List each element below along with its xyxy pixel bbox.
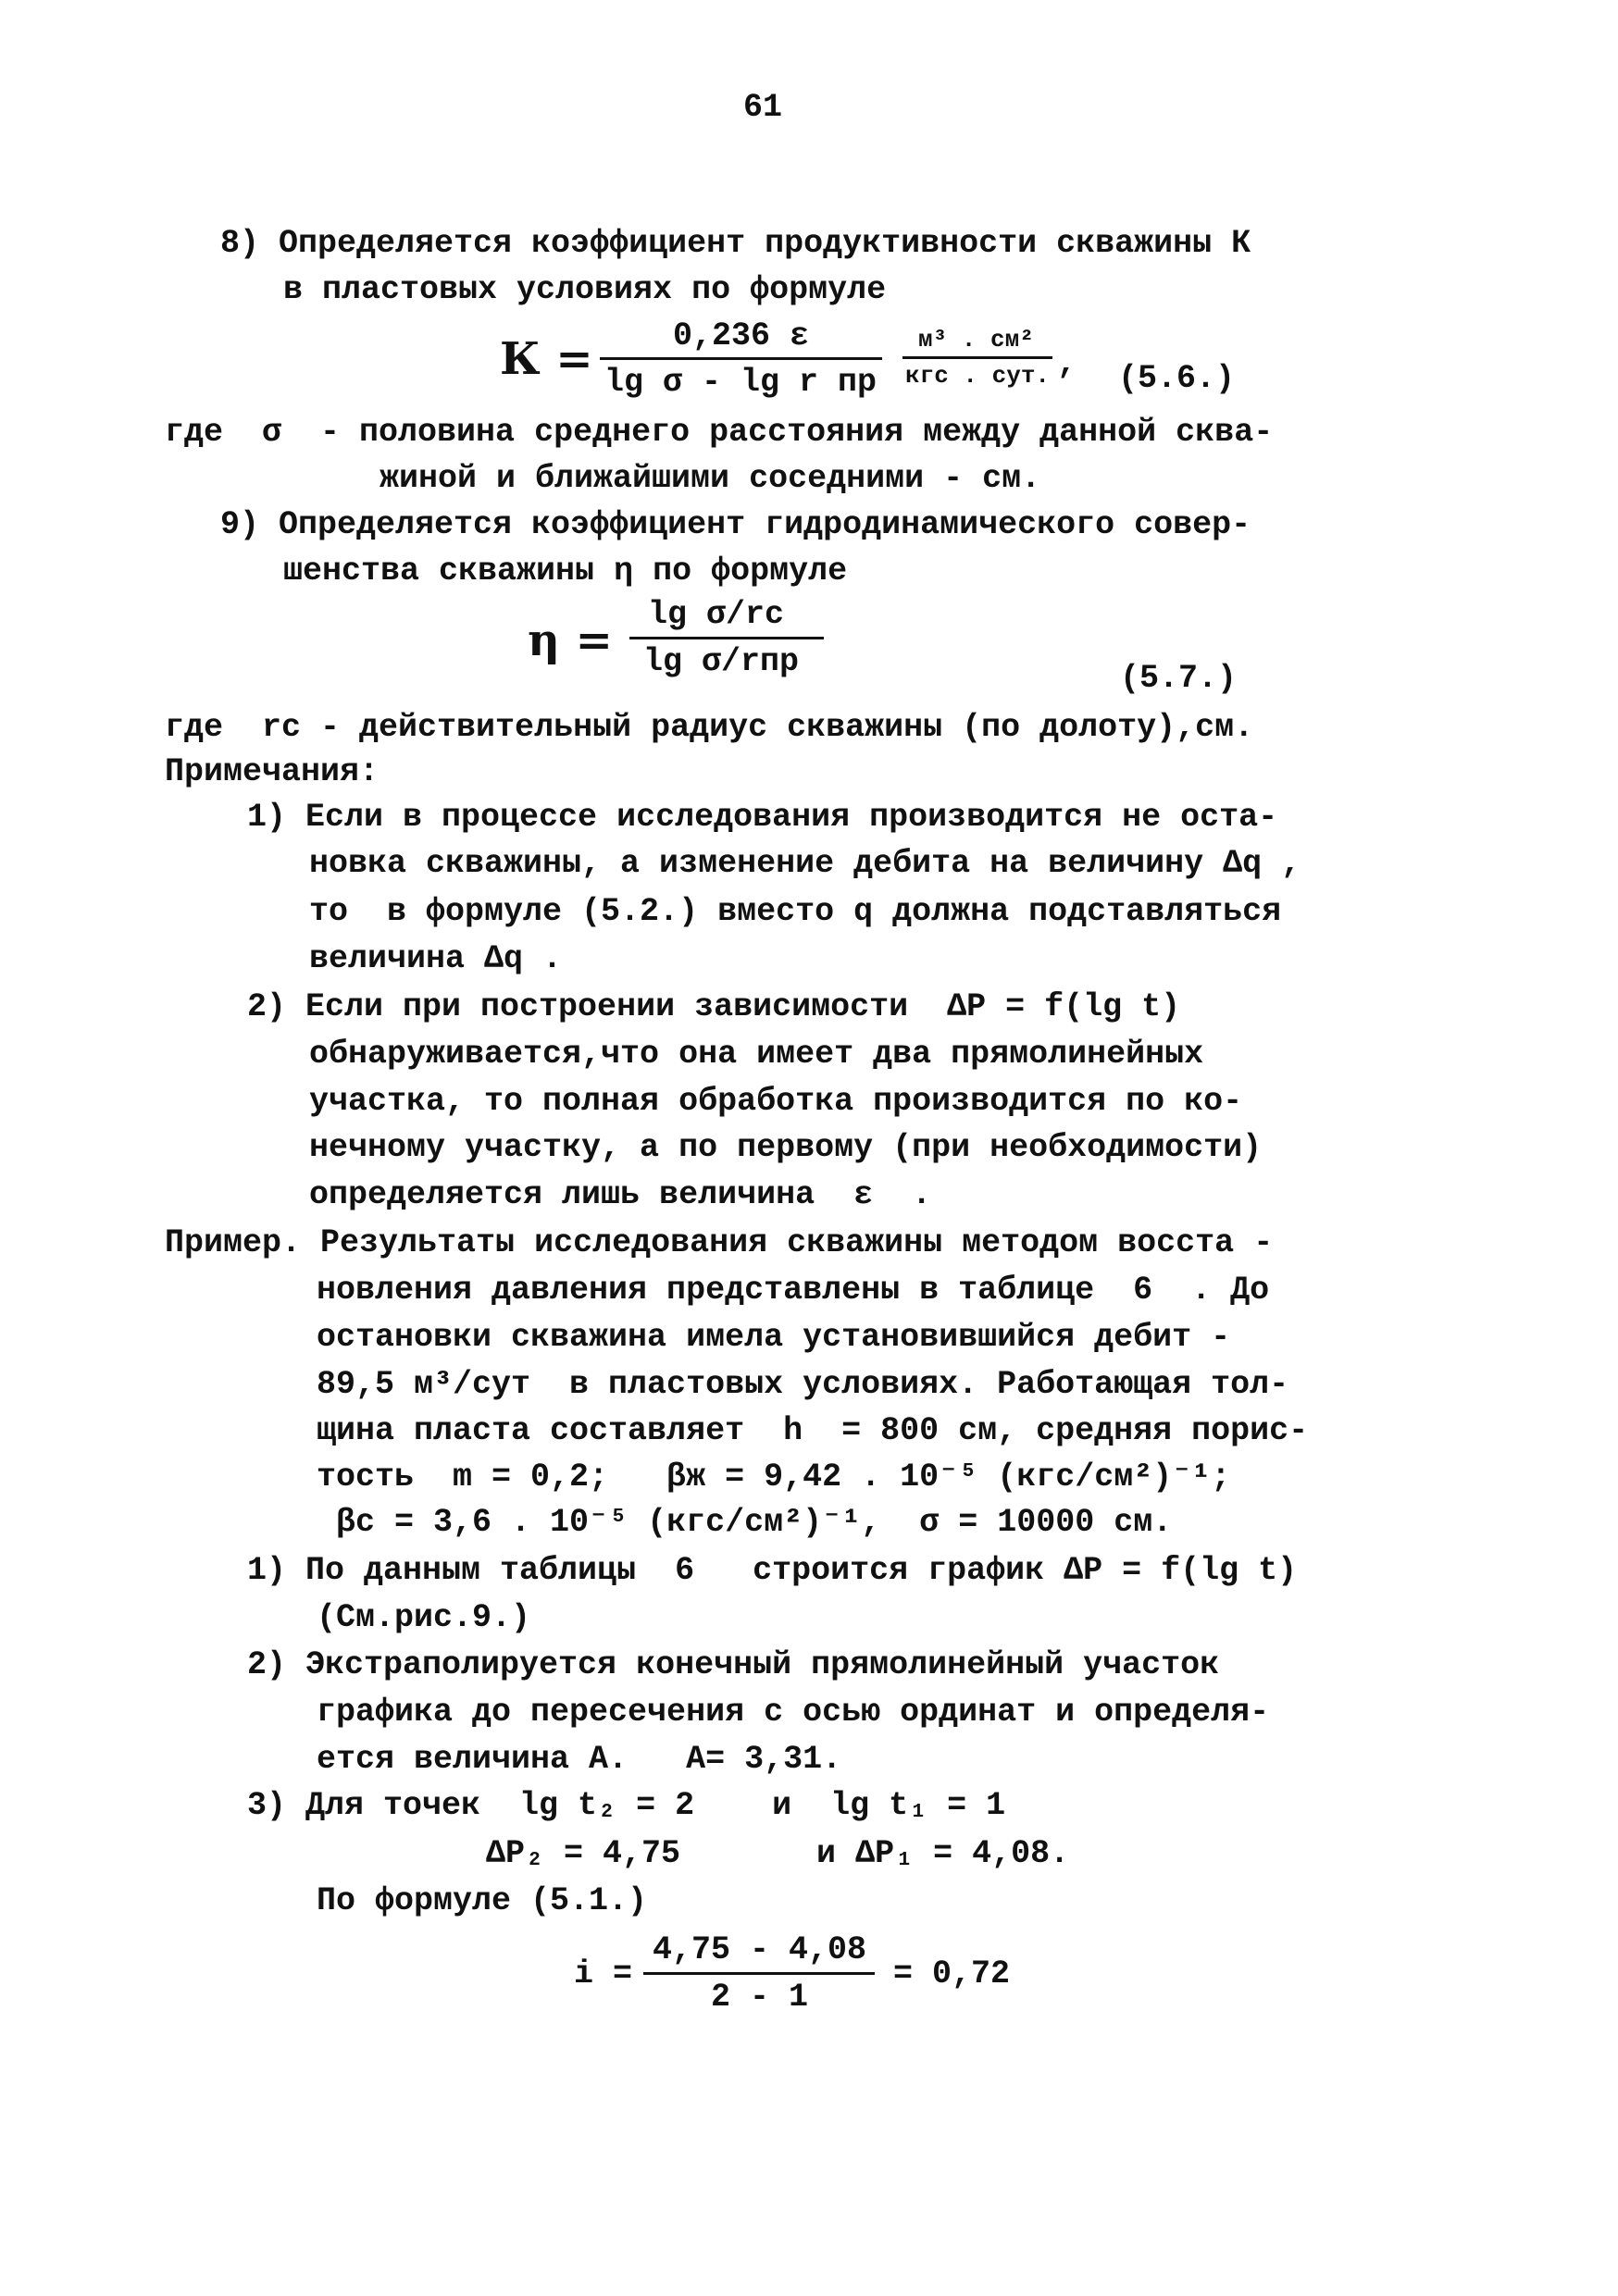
formula-5-7-lhs: η = — [528, 614, 613, 666]
formula-5-1-denominator: 2 - 1 — [711, 1979, 809, 2016]
example-line: щина пласта составляет h = 800 см, средняя порис- — [317, 1412, 1309, 1449]
example-line: По формуле (5.1.) — [317, 1882, 648, 1919]
item8-line2: в пластовых условиях по формуле — [283, 271, 887, 308]
example-line: ΔP₂ = 4,75 и ΔP₁ = 4,08. — [486, 1835, 1070, 1872]
formula-5-1-result: = 0,72 — [893, 1955, 1011, 1992]
note-line: участка, то полная обработка производится по ко- — [309, 1083, 1243, 1120]
example-line: 2) Экстраполируется конечный прямолинейный участок — [247, 1646, 1220, 1683]
note-line: обнаруживается,что она имеет два прямолинейных — [309, 1036, 1204, 1073]
equation-label-5-6: (5.6.) — [1118, 360, 1236, 397]
formula-5-7-denominator: lg σ/rпр — [643, 643, 800, 680]
example-line: графика до пересечения с осью ординат и определя- — [317, 1694, 1270, 1731]
formula-5-1-lhs: i = — [574, 1955, 633, 1992]
formula-5-1-fraction-bar — [643, 1972, 875, 1975]
note-line: новка скважины, а изменение дебита на величину Δq , — [309, 845, 1301, 882]
formula-5-6-lhs: К = — [500, 333, 593, 385]
example-line: новления давления представлены в таблице 6 . До — [317, 1272, 1270, 1309]
note-line: 2) Если при построении зависимости ΔP = f(lg t) — [247, 988, 1181, 1025]
item9-line2: шенства скважины η по формуле — [283, 552, 848, 590]
example-line: 3) Для точек lg t₂ = 2 и lg t₁ = 1 — [247, 1787, 1006, 1824]
formula-5-6-fraction-bar — [600, 357, 882, 360]
equation-label-5-7: (5.7.) — [1120, 660, 1238, 697]
example-line: 1) По данным таблицы 6 строится график ΔP = f(lg t) — [247, 1552, 1298, 1589]
formula-5-6-units-numerator: м³ . см² — [918, 326, 1034, 354]
page-number: 61 — [743, 89, 783, 126]
example-line: 89,5 м³/сут в пластовых условиях. Работающая тол- — [317, 1366, 1289, 1403]
note-line: определяется лишь величина ε . — [309, 1176, 932, 1213]
formula-5-7-numerator: lg σ/rс — [648, 596, 785, 633]
example-line: (См.рис.9.) — [317, 1599, 531, 1636]
formula-5-6-comma: , — [1057, 345, 1077, 382]
formula-5-6-units-denominator: кгс . сут. — [905, 362, 1051, 390]
note-line: величина Δq . — [309, 940, 563, 977]
item8-where2: жиной и ближайшими соседними - см. — [380, 460, 1041, 497]
formula-5-6-units-bar — [902, 356, 1052, 359]
item9-where: где rс - действительный радиус скважины (по долоту),см. — [165, 709, 1254, 746]
item8-where1: где σ - половина среднего расстояния между данной сква- — [165, 414, 1274, 451]
note-line: то в формуле (5.2.) вместо q должна подставляться — [309, 893, 1282, 930]
note-line: нечному участку, а по первому (при необходимости) — [309, 1129, 1263, 1166]
notes-title: Примечания: — [165, 753, 380, 790]
example-line: тость m = 0,2; βж = 9,42 . 10⁻⁵ (кгс/см²)⁻¹; — [317, 1458, 1231, 1496]
example-line: βс = 3,6 . 10⁻⁵ (кгс/см²)⁻¹, σ = 10000 см. — [317, 1504, 1173, 1541]
formula-5-6-denominator: lg σ - lg r пр — [604, 364, 877, 401]
formula-5-7-fraction-bar — [629, 637, 824, 639]
item9-line1: 9) Определяется коэффициент гидродинамического совер- — [220, 506, 1251, 543]
item8-line1: 8) Определяется коэффициент продуктивности скважины К — [220, 225, 1251, 262]
example-line: Пример. Результаты исследования скважины методом восста - — [165, 1224, 1274, 1261]
example-line: остановки скважина имела установившийся дебит - — [317, 1319, 1231, 1356]
formula-5-6-numerator: 0,236 ε — [673, 317, 810, 354]
example-line: ется величина А. А= 3,31. — [317, 1741, 842, 1778]
formula-5-1-numerator: 4,75 - 4,08 — [653, 1931, 867, 1968]
note-line: 1) Если в процессе исследования производится не оста- — [247, 799, 1278, 836]
